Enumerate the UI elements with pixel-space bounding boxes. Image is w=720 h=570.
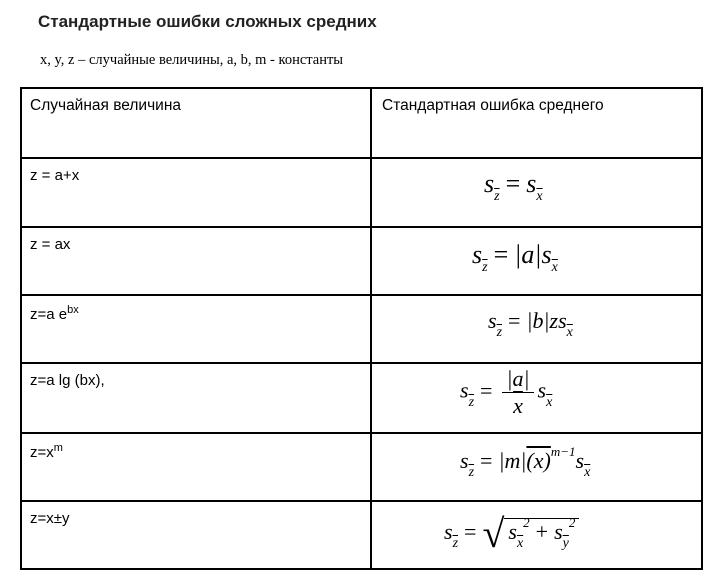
formula-5: $s_{\overline{z}} = |m|(x)^{m-1}s_{\overline{x}}$ [460,444,591,480]
formula-4: $s_{\overline{z}}$ = $\frac{|a|}{x}$ $s_{\overline{x}}$ [460,366,553,418]
row-formula [371,158,702,227]
table-row [21,363,702,433]
formula-3: $s_{\overline{z}} = |b|zs_{\overline{x}}$ [488,308,573,340]
table-row [21,295,702,363]
sqrt-symbol: √ [482,511,505,556]
row-expression: z = ax [21,227,371,295]
table-row [21,433,702,501]
formula-1: $s_{\overline{z}} = s_{\overline{x}}$ [484,169,543,204]
row-formula [371,295,702,363]
row-expression: z=a $e^{bx}$ [21,295,371,363]
row-expression: z=x±y [21,501,371,569]
row-expression: z=a lg (bx), [21,363,371,433]
row-expression: $z=x^m$ [21,433,371,501]
formula-table [20,87,703,570]
row-expression: z = a+x [21,158,371,227]
table-row [21,501,702,569]
row-formula [371,363,702,433]
row-formula [371,433,702,501]
subtitle: x, y, z – случайные величины, a, b, m - константы [40,52,344,68]
table-row [21,227,702,295]
page-title: Стандартные ошибки сложных средних [38,12,377,31]
formula-6: $s_{\overline{z}}$ = √ $s_{\overline{x}}^2 + s_{\overline{y}}^2$ [444,510,579,557]
row-formula [371,227,702,295]
table-row [21,158,702,227]
formula-2: $s_{\overline{z}} = |a|s_{\overline{x}}$ [472,240,558,275]
col1-header: Случайная величина [21,88,371,158]
row-formula [371,501,702,569]
table-header-row [21,88,702,158]
col2-header: Стандартная ошибка среднего [371,88,702,158]
